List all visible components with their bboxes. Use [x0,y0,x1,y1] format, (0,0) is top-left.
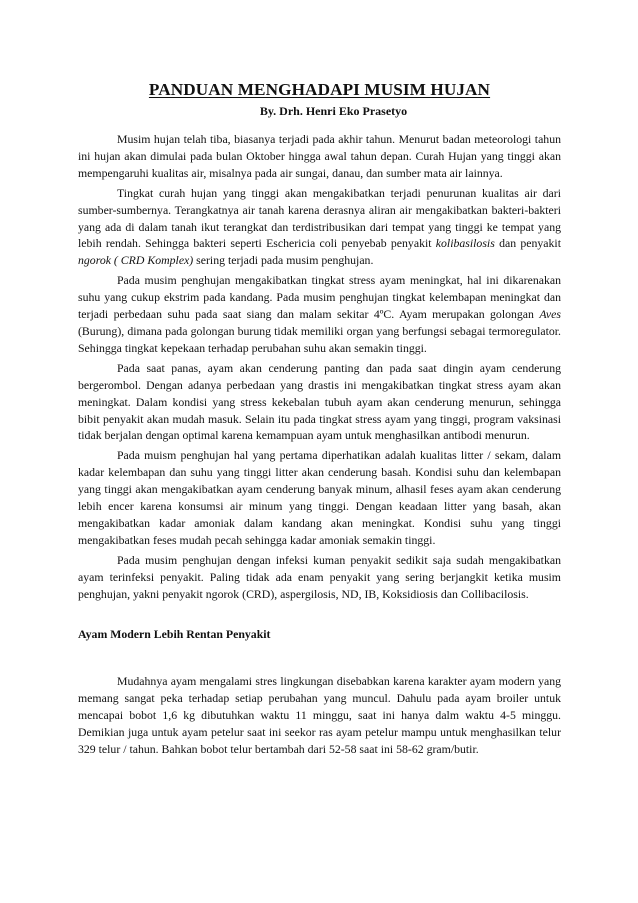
text-run: Mudahnya ayam mengalami stres lingkungan disebabkan karena karakter ayam modern yang memang sangat peka terhadap setiap perubahan yang muncul. Dahulu pada ayam broiler untuk mencapai bobot 1,6 kg dibutuhkan waktu 11 minggu, saat ini hanya dalm waktu 4-5 minggu. Demikian juga untuk ayam petelur saat ini seekor ras ayam petelur mampu untuk menghasilkan telur 329 telur / tahun. Bahkan bobot telur bertambah dari 52-58 saat ini 58-62 gram/butir. [78,674,561,756]
text-run: Pada musim penghujan mengakibatkan tingkat stress ayam meningkat, hal ini dikarenakan suhu yang cukup ekstrim pada kandang. Pada musim penghujan tingkat kelembapan meningkat dan terjadi perbedaan suhu pada saat siang dan malam sekitar 4ºC. Ayam merupakan golongan [78,273,561,322]
text-run: dan penyakit [494,236,561,251]
paragraph-3 [78,272,561,357]
text-run: Pada muism penghujan hal yang pertama diperhatikan adalah kualitas litter / sekam, dalam kadar kelembapan dan suhu yang tinggi litter akan cenderung basah. Kondisi suhu dan kelembapan yang tinggi akan mengakibatkan ayam cenderung banyak minum, alhasil feses ayam akan cenderung lebih encer karena konsumsi air minum yang tinggi. Dengan keadaan litter yang basah, akan mengakibatkan kadar amoniak dalam kandang akan meningkat. Kondisi suhu yang tinggi mengakibatkan feses mudah pecah sehingga kadar amoniak semakin tinggi. [78,448,561,547]
text-run: Pada musim penghujan dengan infeksi kuman penyakit sedikit saja sudah mengakibatkan ayam terinfeksi penyakit. Paling tidak ada enam penyakit yang sering berjangkit ketika musim penghujan, yakni penyakit ngorok (CRD), aspergilosis, ND, IB, Koksidiosis dan Collibacilosis. [78,552,561,601]
author-line: By. Drh. Henri Eko Prasetyo [259,104,408,118]
section-paragraph-1 [78,673,561,758]
text-run: Tingkat curah hujan yang tinggi akan mengakibatkan terjadi penurunan kualitas air dari sumber-sumbernya. Terangkatnya air tanah karena derasnya aliran air mengakibatkan bakteri-bakteri yang ada di dalam tanah ikut terangkat dan terdistribusikan dari tempat yang tinggi ke tempat yang lebih rendah. Sehingga bakteri seperti Eschericia coli penyebab penyakit [78,185,561,251]
text-run: (Burung), dimana pada golongan burung tidak memiliki organ yang berfungsi sebagai termoregulator. Sehingga tingkat kepekaan terhadap perubahan suhu akan semakin tinggi. [78,323,561,355]
paragraph-1 [78,131,561,182]
section-heading: Ayam Modern Lebih Rentan Penyakit [78,627,271,642]
text-run: Musim hujan telah tiba, biasanya terjadi pada akhir tahun. Menurut badan meteorologi tahun ini hujan akan dimulai pada bulan Oktober hingga awal tahun depan. Curah Hujan yang tinggi akan mempengaruhi kualitas air, misalnya pada air sungai, danau, dan sumber mata air lainnya. [78,132,561,180]
italic-term: ngorok ( CRD Komplex) [78,253,194,268]
paragraph-5 [78,447,561,548]
section-body [78,673,561,758]
document-page [78,80,561,761]
text-run: Pada saat panas, ayam akan cenderung panting dan pada saat dingin ayam cenderung bergerombol. Dengan adanya perbedaan yang drastis ini mengakibatkan tingkat stress ayam akan meningkat. Dalam kondisi yang stress kekebalan tubuh ayam akan cenderung menurun, sehingga bibit penyakit akan mudah masuk. Selain itu pada tingkat stress ayam yang tinggi, program vaksinasi tidak berjalan dengan optimal karena kemampuan ayam untuk menghasilkan antibodi menurun. [78,360,561,443]
text-run: sering terjadi pada musim penghujan. [193,253,374,268]
paragraph-2 [78,185,561,270]
document-title: PANDUAN MENGHADAPI MUSIM HUJAN [148,80,491,99]
main-body [78,131,561,602]
italic-term: kolibasilosis [435,236,495,251]
italic-term: Aves [539,307,561,322]
paragraph-4 [78,360,561,445]
paragraph-6 [78,552,561,603]
